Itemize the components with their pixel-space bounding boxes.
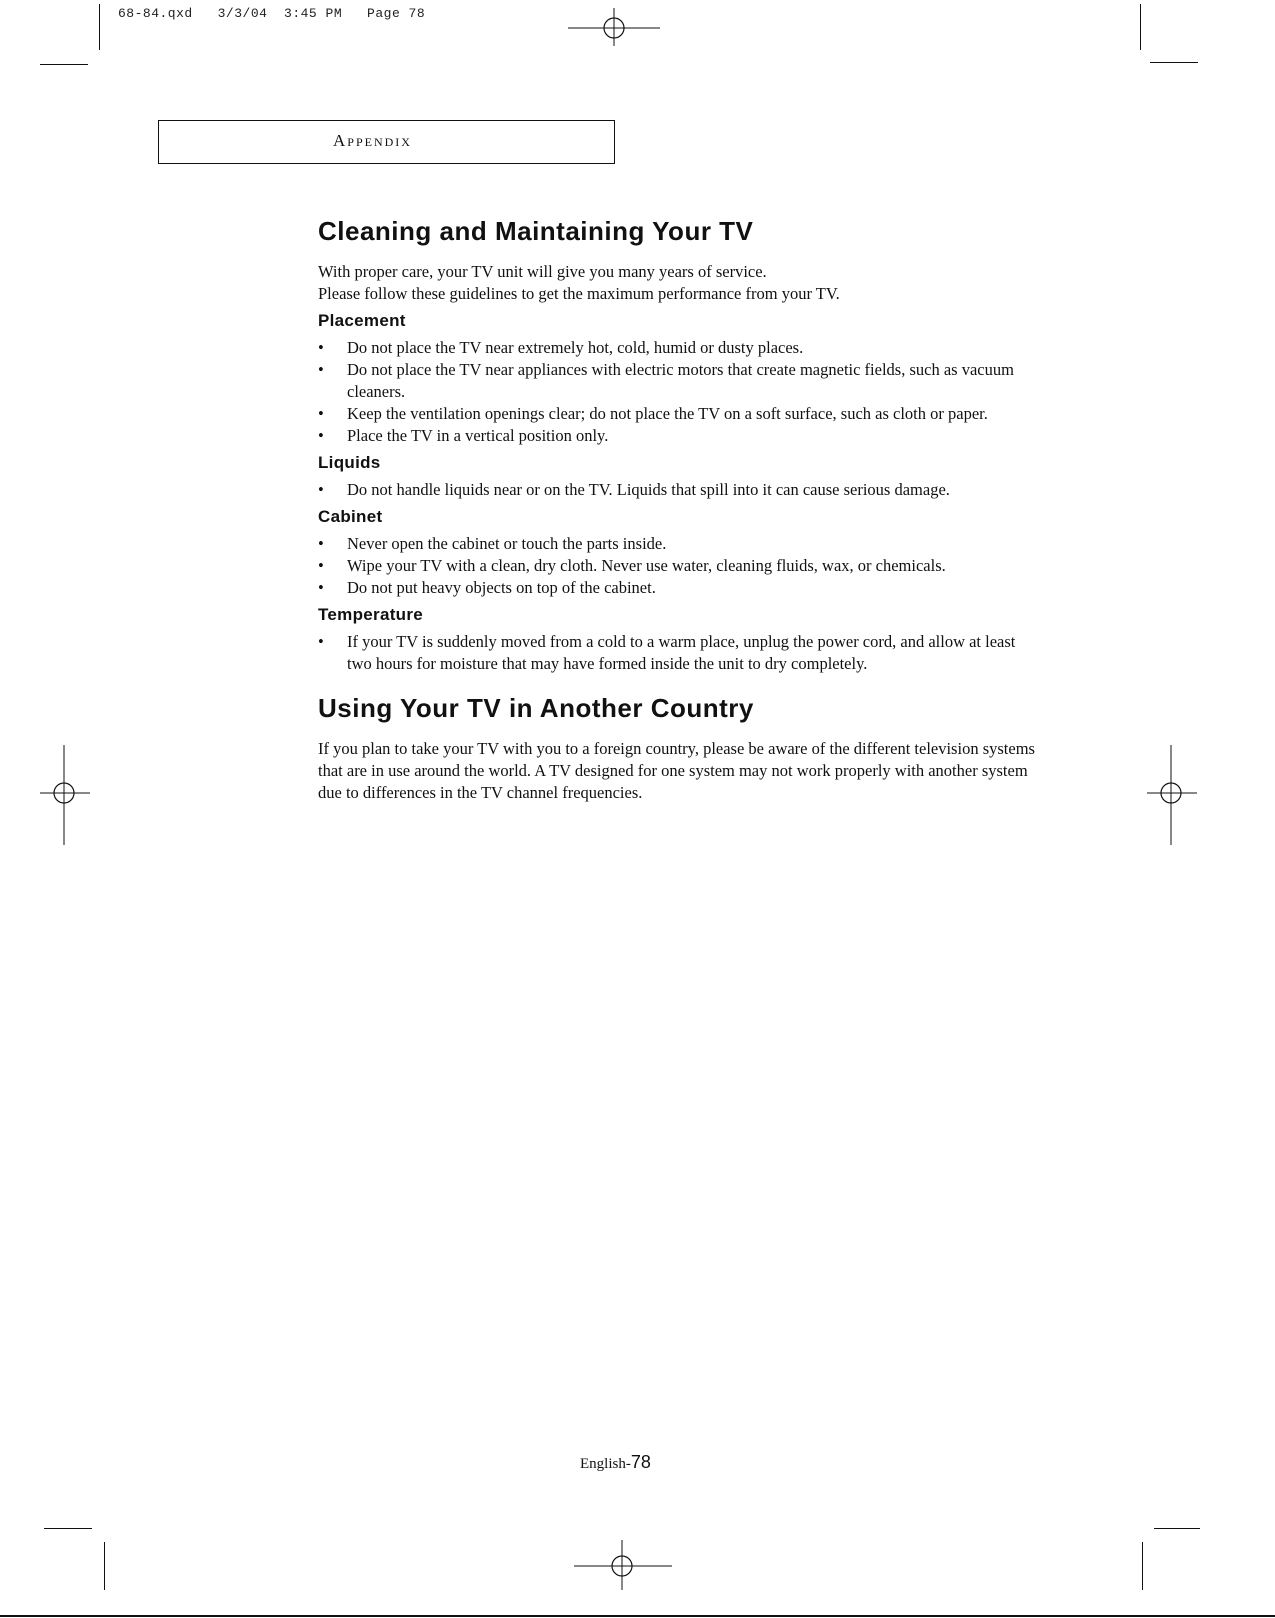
subheading-placement: Placement bbox=[318, 311, 406, 330]
registration-mark-icon bbox=[566, 6, 662, 46]
intro-line: Please follow these guidelines to get the maximum performance from your TV. bbox=[318, 284, 840, 303]
liquids-list bbox=[318, 479, 1038, 501]
crop-mark bbox=[104, 1542, 105, 1590]
registration-mark-icon bbox=[574, 1540, 674, 1590]
subheading-liquids: Liquids bbox=[318, 453, 381, 472]
crop-mark bbox=[1142, 1542, 1143, 1590]
crop-mark bbox=[1150, 62, 1198, 63]
list-item: • Do not put heavy objects on top of the cabinet. bbox=[318, 578, 656, 597]
page-content bbox=[318, 216, 1038, 804]
registration-mark-icon bbox=[40, 745, 92, 845]
section-title-cleaning: Cleaning and Maintaining Your TV bbox=[318, 216, 754, 246]
page-bottom-edge bbox=[0, 1615, 1275, 1617]
list-item: • Keep the ventilation openings clear; do not place the TV on a soft surface, such as cloth or paper. bbox=[318, 404, 988, 423]
bullet: • bbox=[318, 426, 324, 445]
crop-mark bbox=[99, 4, 100, 50]
bullet: • bbox=[318, 480, 324, 499]
crop-mark bbox=[44, 1528, 92, 1529]
list-item: • Do not place the TV near extremely hot, cold, humid or dusty places. bbox=[318, 338, 804, 357]
section-header-box bbox=[158, 120, 615, 164]
crop-mark bbox=[1140, 4, 1141, 50]
registration-mark-icon bbox=[1145, 745, 1197, 845]
list-item: • Do not handle liquids near or on the TV. Liquids that spill into it can cause serious damage. bbox=[318, 480, 950, 499]
bullet: • bbox=[318, 360, 324, 379]
bullet: • bbox=[318, 534, 324, 553]
bullet: • bbox=[318, 578, 324, 597]
section-label: Appendix bbox=[333, 131, 412, 150]
body-paragraph: If you plan to take your TV with you to a foreign country, please be aware of the different television systems that are in use around the world. A TV designed for one system may not work properly with another system due to differences in the TV channel frequencies. bbox=[318, 739, 1035, 802]
bullet: • bbox=[318, 556, 324, 575]
subheading-cabinet: Cabinet bbox=[318, 507, 383, 526]
section-title-another-country: Using Your TV in Another Country bbox=[318, 693, 754, 723]
print-slug: 68-84.qxd 3/3/04 3:45 PM Page 78 bbox=[118, 6, 426, 21]
page-footer bbox=[580, 1452, 651, 1473]
bullet: • bbox=[318, 338, 324, 357]
temperature-list bbox=[318, 631, 1038, 675]
page-number: 78 bbox=[630, 1452, 651, 1472]
bullet: • bbox=[318, 632, 324, 651]
list-item: • Never open the cabinet or touch the parts inside. bbox=[318, 534, 667, 553]
footer-language: English- bbox=[580, 1456, 631, 1472]
bullet: • bbox=[318, 404, 324, 423]
list-item: • Wipe your TV with a clean, dry cloth. Never use water, cleaning fluids, wax, or chemicals. bbox=[318, 556, 946, 575]
list-item: • Place the TV in a vertical position only. bbox=[318, 426, 609, 445]
list-item: • Do not place the TV near appliances with electric motors that create magnetic fields, such as vacuum cleaners. bbox=[318, 360, 1014, 401]
cabinet-list bbox=[318, 533, 1038, 599]
subheading-temperature: Temperature bbox=[318, 605, 424, 624]
crop-mark bbox=[40, 64, 88, 65]
crop-mark bbox=[1154, 1528, 1200, 1529]
placement-list bbox=[318, 337, 1038, 447]
intro-line: With proper care, your TV unit will give you many years of service. bbox=[318, 262, 767, 281]
list-item: • If your TV is suddenly moved from a cold to a warm place, unplug the power cord, and allow at least two hours for moisture that may have formed inside the unit to dry completely. bbox=[318, 632, 1016, 673]
